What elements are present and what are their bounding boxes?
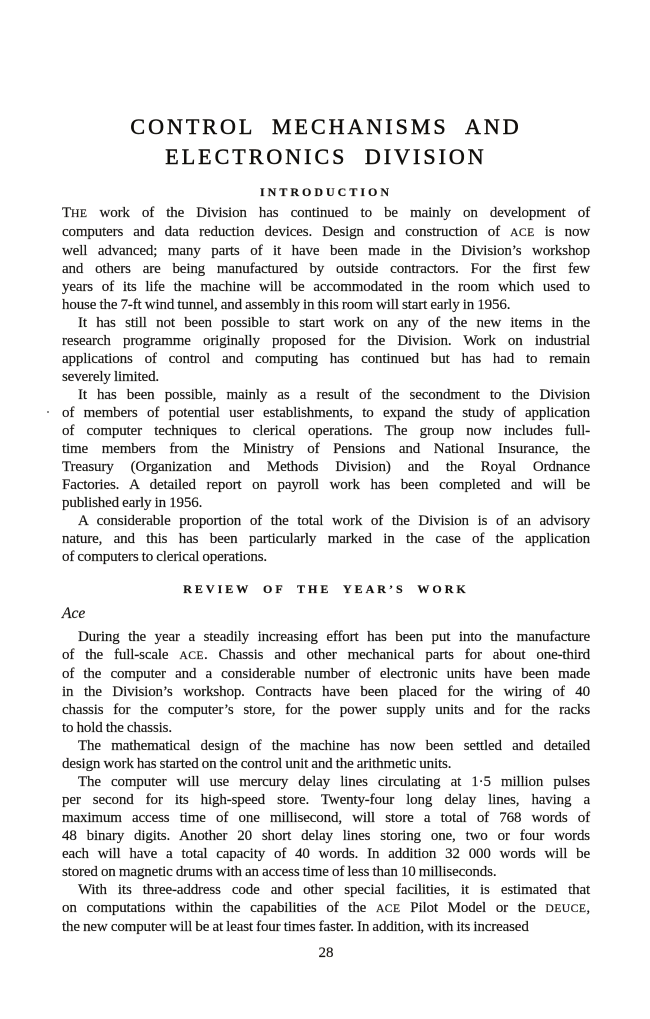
text-line: design work has started on the control unit and the arithmetic units. (62, 756, 452, 772)
text-line: time members from the Ministry of Pensions and National Insurance, the (62, 441, 590, 457)
text-line: and others are being manufactured by outside contractors. For the first few (62, 261, 590, 277)
text-line: With its three-address code and other special facilities, it is estimated that (78, 882, 590, 898)
text-line: The mathematical design of the machine has now been settled and detailed (78, 738, 590, 754)
page-title (62, 112, 590, 172)
scan-speck (47, 411, 49, 413)
title-line-1: CONTROL MECHANISMS AND (130, 114, 522, 139)
text-line: 48 binary digits. Another 20 short delay lines storing one, two or four words (62, 828, 590, 844)
paragraph-ace-2 (62, 737, 590, 773)
text-line: years of its life the machine will be accommodated in the room which used to (62, 279, 590, 295)
text-line: The computer will use mercury delay lines circulating at 1·5 million pulses (78, 774, 590, 790)
text-line: applications of control and computing has continued but has had to remain (62, 351, 590, 367)
text-line: maximum access time of one millisecond, will store a total of 768 words of (62, 810, 590, 826)
paragraph-intro-4 (62, 512, 590, 566)
text-line: of members of potential user establishments, to expand the study of application (62, 405, 590, 421)
text-line: research programme originally proposed for the Division. Work on industrial (62, 333, 590, 349)
text-line: published early in 1956. (62, 495, 203, 511)
text-line: Treasury (Organization and Methods Division) and the Royal Ordnance (62, 459, 590, 475)
subsection-heading-ace: Ace (62, 605, 86, 622)
text-line: of the full-scale ACE. Chassis and other mechanical parts for about one-third (62, 647, 590, 663)
text-line: It has still not been possible to start work on any of the new items in the (78, 315, 590, 331)
text-line: per second for its high-speed store. Twenty-four long delay lines, having a (62, 792, 590, 808)
title-line-2: ELECTRONICS DIVISION (165, 144, 487, 169)
text-line: computers and data reduction devices. Design and construction of ACE is now (62, 224, 590, 240)
text-line: stored on magnetic drums with an access time of less than 10 milliseconds. (62, 864, 497, 880)
text-line: house the 7-ft wind tunnel, and assembly in this room will start early in 1956. (62, 297, 511, 313)
text-line: each will have a total capacity of 40 words. In addition 32 000 words will be (62, 846, 590, 862)
text-line: chassis for the computer’s store, for the power supply units and for the racks (62, 702, 590, 718)
text-line: the new computer will be at least four times faster. In addition, with its increased (62, 919, 529, 935)
text-line: During the year a steadily increasing effort has been put into the manufacture (78, 629, 590, 645)
text-line: of computer techniques to clerical operations. The group now includes full- (62, 423, 590, 439)
paragraph-ace-1 (62, 628, 590, 737)
text-line: well advanced; many parts of it have been made in the Division’s workshop (62, 243, 590, 259)
text-line: Factories. A detailed report on payroll work has been completed and will be (62, 477, 590, 493)
page-number: 28 (318, 945, 334, 961)
text-line: nature, and this has been particularly marked in the case of the application (62, 531, 590, 547)
paragraph-ace-4 (62, 881, 590, 936)
text-line: in the Division’s workshop. Contracts have been placed for the wiring of 40 (62, 684, 590, 700)
paragraph-ace-3 (62, 773, 590, 881)
text-line: severely limited. (62, 369, 160, 385)
text-line: It has been possible, mainly as a result of the secondment to the Division (78, 387, 590, 403)
section-heading-review: REVIEW OF THE YEAR’S WORK (183, 582, 469, 596)
text-line: on computations within the capabilities of the ACE Pilot Model or the DEUCE, (62, 900, 590, 916)
text-line: to hold the chassis. (62, 720, 172, 736)
text-line: A considerable proportion of the total work of the Division is of an advisory (78, 513, 590, 529)
paragraph-intro-2 (62, 314, 590, 386)
text-line: of computers to clerical operations. (62, 549, 268, 565)
text-line: of the computer and a considerable number of electronic units have been made (62, 666, 590, 682)
section-heading-introduction: INTRODUCTION (259, 185, 392, 199)
paragraph-intro-1 (62, 204, 590, 314)
text-line: THE work of the Division has continued to be mainly on development of (62, 205, 590, 221)
paragraph-intro-3 (62, 386, 590, 512)
